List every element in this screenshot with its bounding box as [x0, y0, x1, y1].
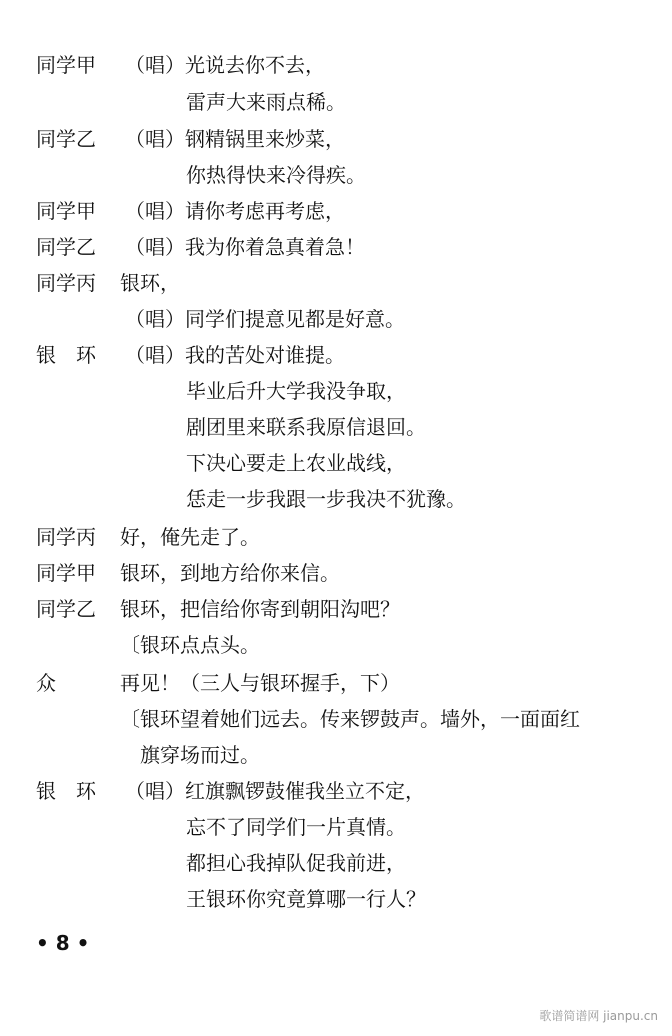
line-text: （唱）我为你着急真着急！ [125, 235, 365, 259]
speaker-name: 银 环 [36, 779, 96, 803]
page-number: • 8 • [36, 931, 90, 955]
line-text: 好，俺先走了。 [120, 525, 260, 549]
script-line [0, 848, 672, 878]
script-line [0, 196, 672, 226]
line-text: 都担心我掉队促我前进， [186, 851, 406, 875]
speaker-name: 同学乙 [36, 235, 96, 259]
script-line [0, 87, 672, 117]
speaker-name: 同学乙 [36, 597, 96, 621]
script-line [0, 304, 672, 334]
line-text: （唱）钢精锅里来炒菜， [125, 127, 345, 151]
line-text: （唱）我的苦处对谁提。 [125, 343, 345, 367]
script-line [0, 522, 672, 552]
speaker-name: 同学甲 [36, 199, 96, 223]
speaker-name: 众 [36, 671, 56, 695]
script-line [0, 558, 672, 588]
line-text: 银环， [120, 271, 180, 295]
script-line [0, 668, 672, 698]
line-text: （唱）光说去你不去， [125, 53, 325, 77]
script-line [0, 268, 672, 298]
speaker-name: 同学丙 [36, 271, 96, 295]
line-text: 恁走一步我跟一步我决不犹豫。 [186, 487, 466, 511]
stage-direction-text: 〔银环望着她们远去。传来锣鼓声。墙外，一面面红 [120, 707, 580, 731]
script-line [0, 124, 672, 154]
stage-direction [0, 704, 672, 734]
line-text: 剧团里来联系我原信退回。 [186, 415, 426, 439]
script-line [0, 812, 672, 842]
script-line [0, 232, 672, 262]
script-line [0, 160, 672, 190]
line-text: 银环，把信给你寄到朝阳沟吧？ [120, 597, 400, 621]
script-line [0, 884, 672, 914]
speaker-name: 同学乙 [36, 127, 96, 151]
line-text: （唱）请你考虑再考虑， [125, 199, 345, 223]
script-line [0, 448, 672, 478]
line-text: 忘不了同学们一片真情。 [186, 815, 406, 839]
line-text: 雷声大来雨点稀。 [186, 90, 346, 114]
script-line [0, 50, 672, 80]
script-line [0, 340, 672, 370]
script-line [0, 376, 672, 406]
script-line [0, 776, 672, 806]
speaker-name: 银 环 [36, 343, 96, 367]
script-line [0, 594, 672, 624]
stage-direction [0, 630, 672, 660]
script-line [0, 484, 672, 514]
line-text: 下决心要走上农业战线， [186, 451, 406, 475]
script-line [0, 412, 672, 442]
line-text: 王银环你究竟算哪一行人？ [186, 887, 426, 911]
watermark: 歌谱简谱网 jianpu.cn [539, 1009, 658, 1023]
speaker-name: 同学丙 [36, 525, 96, 549]
stage-direction-text: 旗穿场而过。 [140, 743, 260, 767]
line-text: （唱）同学们提意见都是好意。 [125, 307, 405, 331]
line-text: 再见！（三人与银环握手，下） [120, 671, 400, 695]
speaker-name: 同学甲 [36, 53, 96, 77]
line-text: （唱）红旗飘锣鼓催我坐立不定， [125, 779, 425, 803]
line-text: 毕业后升大学我没争取， [186, 379, 406, 403]
speaker-name: 同学甲 [36, 561, 96, 585]
line-text: 银环，到地方给你来信。 [120, 561, 340, 585]
stage-direction [0, 740, 672, 770]
line-text: 你热得快来冷得疾。 [186, 163, 366, 187]
stage-direction-text: 〔银环点点头。 [120, 633, 260, 657]
